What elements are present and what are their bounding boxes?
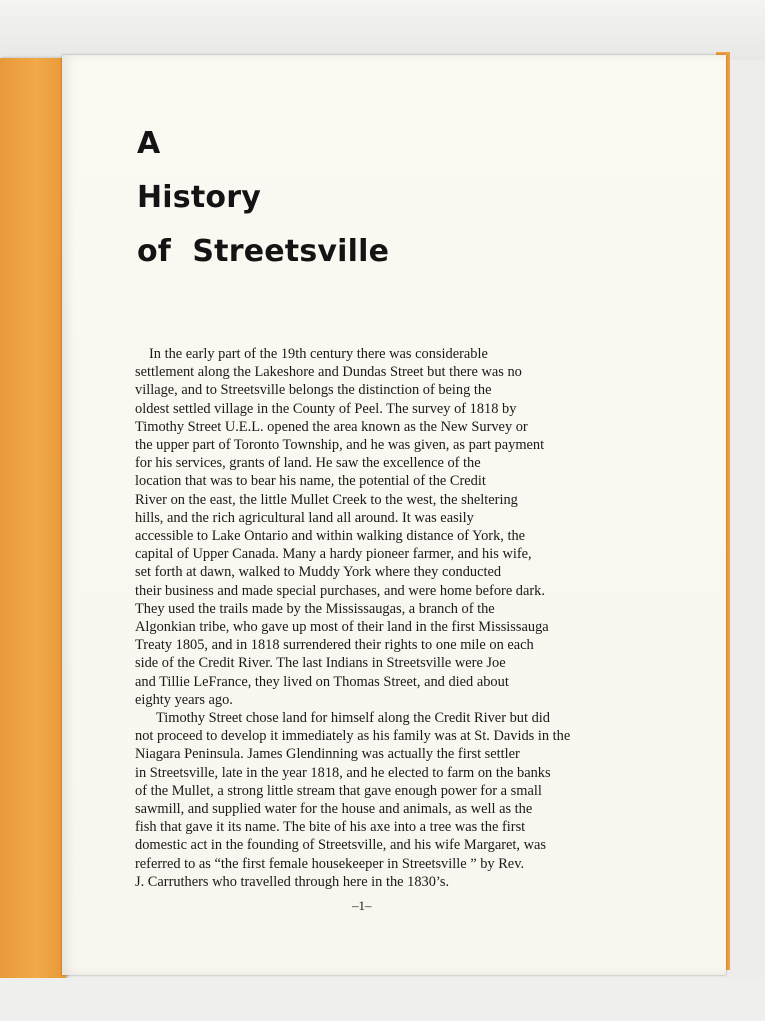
text-line: oldest settled village in the County of Peel. The survey of 1818 by [135,400,517,417]
title-line-2: History [137,180,261,215]
text-line: hills, and the rich agricultural land all around. It was easily [135,509,474,526]
body-text [135,345,680,891]
text-line: not proceed to develop it immediately as his family was at St. Davids in the [135,728,571,745]
title-line-3: of Streetsville [137,234,390,269]
text-line: the upper part of Toronto Township, and he was given, as part payment [135,437,545,454]
backdrop [0,0,765,60]
text-line: Algonkian tribe, who gave up most of their land in the first Mississauga [135,619,549,636]
text-line: and Tillie LeFrance, they lived on Thomas Street, and died about [135,673,509,690]
page-number: –1– [352,898,372,913]
booklet-page [62,55,726,975]
text-line: village, and to Streetsville belongs the distinction of being the [135,382,492,399]
text-line: set forth at dawn, walked to Muddy York where they conducted [135,564,502,581]
text-line: settlement along the Lakeshore and Dundas Street but there was no [135,364,522,381]
text-line: accessible to Lake Ontario and within walking distance of York, the [135,528,526,545]
backdrop-bottom [0,978,765,1021]
text-line: for his services, grants of land. He saw the excellence of the [135,455,481,472]
text-line: eighty years ago. [135,691,233,708]
text-line: fish that gave it its name. The bite of his axe into a tree was the first [135,819,526,836]
text-line: Timothy Street U.E.L. opened the area known as the New Survey or [135,418,528,435]
text-line: location that was to bear his name, the potential of the Credit [135,473,486,490]
text-line: Timothy Street chose land for himself along the Credit River but did [156,710,550,727]
text-line: They used the trails made by the Mississaugas, a branch of the [135,600,495,617]
text-line: sawmill, and supplied water for the house and animals, as well as the [135,801,533,818]
text-line: J. Carruthers who travelled through here in the 1830’s. [135,873,450,890]
text-line: referred to as “the first female housekeeper in Streetsville ” by Rev. [135,855,525,872]
text-line: Treaty 1805, and in 1818 surrendered their rights to one mile on each [135,637,534,654]
text-line: domestic act in the founding of Streetsville, and his wife Margaret, was [135,837,546,854]
page-title [137,117,389,279]
booklet-cover-left [0,58,66,978]
text-line: Niagara Peninsula. James Glendinning was actually the first settler [135,746,520,763]
text-line: of the Mullet, a strong little stream that gave enough power for a small [135,782,542,799]
text-line: capital of Upper Canada. Many a hardy pioneer farmer, and his wife, [135,546,532,563]
title-line-1: A [137,126,161,161]
text-line: In the early part of the 19th century there was considerable [149,346,488,362]
text-line: their business and made special purchases, and were home before dark. [135,582,545,599]
text-line: side of the Credit River. The last Indians in Streetsville were Joe [135,655,506,672]
text-line: River on the east, the little Mullet Creek to the west, the sheltering [135,491,518,508]
text-line: in Streetsville, late in the year 1818, and he elected to farm on the banks [135,764,551,781]
